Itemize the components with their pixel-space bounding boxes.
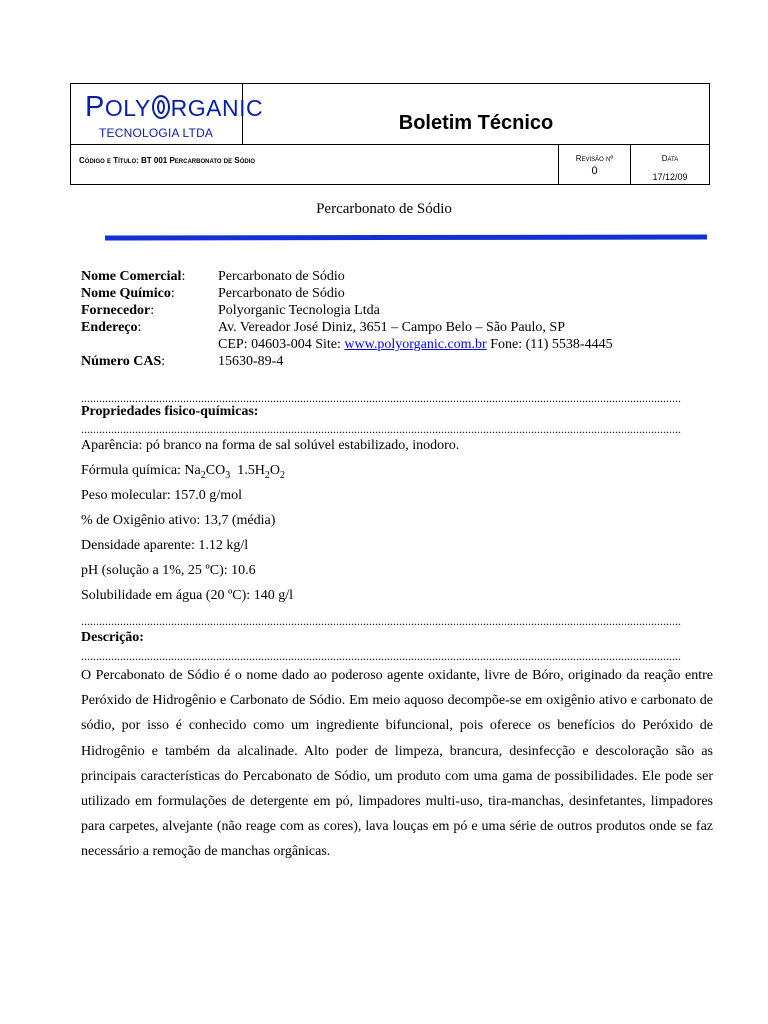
- document-title: Boletim Técnico: [398, 112, 554, 134]
- info-label: Nome Químico: [81, 286, 171, 301]
- date-label: Data: [661, 154, 679, 163]
- blue-divider: [105, 234, 707, 240]
- code-label: Código e Título:: [79, 156, 139, 165]
- header-bottom-row: [71, 145, 709, 184]
- address-phone: Fone: (11) 5538-4445: [486, 337, 613, 352]
- dotted-separator: ........................................................................................................................................................................................................: [81, 392, 681, 404]
- product-subtitle: Percarbonato de Sódio: [316, 201, 452, 217]
- logo-subtitle: TECNOLOGIA LTDA: [99, 126, 214, 140]
- properties-heading: Propriedades fisico-químicas:: [81, 404, 259, 419]
- cas-label: Número CAS: [81, 354, 162, 369]
- revision-label: Revisão nº: [575, 154, 614, 163]
- property-item: Densidade aparente: 1.12 kg/l: [81, 538, 249, 553]
- description-heading: Descrição:: [81, 630, 144, 645]
- info-value: Percarbonato de Sódio: [218, 269, 345, 284]
- property-formula: Fórmula química: $Na_2CO_3$ $1.5H_2O_2$: [81, 463, 285, 481]
- logo-o-ring-icon: [152, 95, 170, 119]
- cas-value: 15630-89-4: [218, 354, 284, 369]
- date-cell: [631, 145, 709, 184]
- dotted-separator: ........................................................................................................................................................................................................: [81, 615, 681, 627]
- info-label: Fornecedor: [81, 303, 151, 318]
- description-text: O Percabonato de Sódio é o nome dado ao poderoso agente oxidante, livre de Bóro, originado da reação entre Peróxido de Hidrogênio e Carbonato de Sódio. Em meio aquoso decompõe-se em oxigênio ativo e carbonato de sódio, por isso é conhecido como um ingrediente bifuncional, pois oferece os benefícios do Peróxido de Hidrogênio e também da alcalinade. Alto poder de limpeza, brancura, desinfecção e descoloração são as principais características do Percabonato de Sódio, um produto com uma gama de possibilidades. Ele pode ser utilizado em formulações de detergente em pó, limpadores multi-uso, tira-manchas, desinfetantes, limpadores para carpetes, alvejante (não reage com as cores), lava louças em pó e uma série de outros produtos onde se faz necessário a remoção de manchas orgânicas.: [81, 668, 713, 860]
- property-item: % de Oxigênio ativo: 13,7 (média): [81, 513, 276, 528]
- dotted-separator: ........................................................................................................................................................................................................: [81, 423, 681, 435]
- header-top-row: [71, 84, 709, 145]
- address-cep: CEP: 04603-004 Site:: [218, 337, 345, 352]
- date-value: 17/12/09: [652, 172, 688, 182]
- info-value: Av. Vereador José Diniz, 3651 – Campo Belo – São Paulo, SP: [218, 320, 565, 335]
- property-appearance: Aparência: pó branco na forma de sal solúvel estabilizado, inodoro.: [81, 438, 460, 453]
- property-item: pH (solução a 1%, 25 ºC): 10.6: [81, 563, 256, 578]
- code-value: BT 001 Percarbonato de Sódio: [141, 156, 256, 165]
- property-item: Peso molecular: 157.0 g/mol: [81, 488, 242, 503]
- property-item: Solubilidade em água (20 ºC): 140 g/l: [81, 588, 293, 603]
- revision-cell: [559, 145, 631, 184]
- website-link[interactable]: www.polyorganic.com.br: [344, 337, 487, 352]
- code-title-cell: [71, 145, 559, 184]
- info-value: Polyorganic Tecnologia Ltda: [218, 303, 380, 318]
- revision-value: 0: [591, 165, 598, 177]
- logo-cell: [71, 84, 264, 144]
- info-label: Nome Comercial: [81, 269, 182, 284]
- info-value: Percarbonato de Sódio: [218, 286, 345, 301]
- dotted-separator: ........................................................................................................................................................................................................: [81, 650, 681, 662]
- header-table: [70, 83, 710, 185]
- company-logo: POLY RGANIC: [85, 91, 264, 123]
- info-label: Endereço: [81, 320, 138, 335]
